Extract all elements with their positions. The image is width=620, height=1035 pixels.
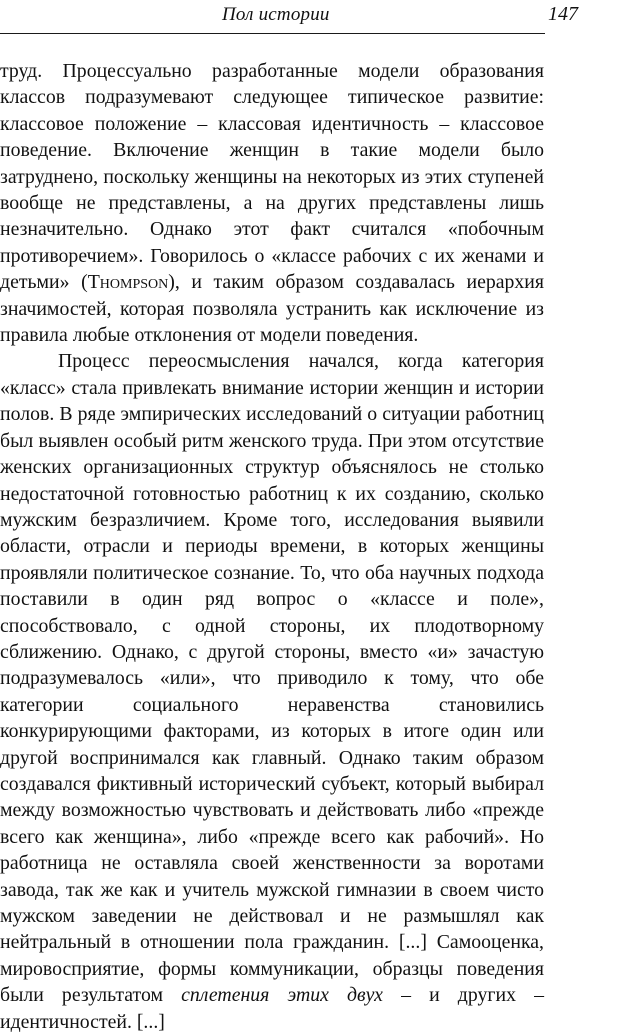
running-title: Пол истории <box>222 4 330 25</box>
page-number: 147 <box>548 3 578 25</box>
header-rule <box>0 33 545 34</box>
paragraph-1 <box>0 58 544 348</box>
paragraph-2-text-a: Процесс переосмысления начался, когда категория «класс» стала привлекать внимание истории женщин и истории полов. В ряде эмпирических исследований о ситуации работниц был выявлен особый ритм женского труда. При этом отсутствие женских организационных структур объяснялось не столько недостаточной готовностью работниц к их созданию, сколько мужским безразличием. Кроме того, исследования выявили области, отрасли и периоды времени, в которых женщины проявляли политическое сознание. То, что оба научных подхода поставили в один ряд вопрос о «классе и поле», способствовало, с одной стороны, их плодотворному сближению. Однако, с другой стороны, вместо «и» зачастую подразумевалось «или», что приводило к тому, что обе категории социального неравенства становились конкурирующими факторами, из которых в итоге один или другой воспринимался как главный. Однако таким образом создавался фиктивный исторический субъект, который выбирал между возможностью чувствовать и действовать либо «прежде всего как женщина», либо «прежде всего как рабочий». Но работница не оставляла своей женственности за воротами завода, так же как и учитель мужской гимназии в своем чисто мужском заведении не действовал и не размышлял как нейтральный в отношении пола гражданин. [...] Самооценка, мировосприятие, формы коммуникации, образцы поведения были результатом <box>0 350 544 1007</box>
author-citation: Thompson <box>87 271 169 294</box>
body-text <box>0 58 544 1035</box>
running-head <box>0 0 620 38</box>
emphasized-phrase: сплетения этих двух <box>181 984 383 1007</box>
paragraph-2-text-b: – и других – идентичностей. [...] <box>0 984 544 1033</box>
paragraph-2 <box>0 348 544 1035</box>
paragraph-1-text-a: труд. Процессуально разработанные модели образования классов подразумевают следующее типическое развитие: классовое положение – классовая идентичность – классовое поведение. Включение женщин в такие модели было затруднено, поскольку женщины на некоторых из этих ступеней вообще не представлены, а на других представлены лишь незначительно. Однако этот факт считался «побочным противоречием». Говорилось о «классе рабочих с их женами и детьми» ( <box>0 60 544 294</box>
paragraph-1-text-b: ), и таким образом создавалась иерархия значимостей, которая позволяла устранить как исключение из правила любые отклонения от модели поведения. <box>0 271 544 347</box>
